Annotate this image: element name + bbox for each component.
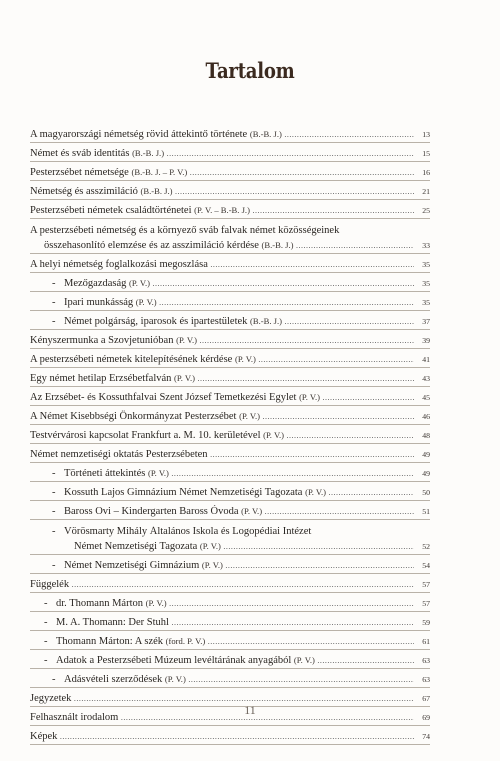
- toc-subentry: - Vörösmarty Mihály Általános Iskola és Logopédiai Intézet: [52, 526, 312, 537]
- toc-subentry: - Adásvételi szerződések (P. V.) ..... 63: [30, 669, 430, 688]
- toc-entry: A magyarországi németség rövid áttekintő története (B.-B. J.) ..... 13: [30, 124, 430, 143]
- toc-subentry-continuation: Német Nemzetiségi Tagozata (P. V.) ..... 52: [30, 539, 430, 555]
- toc-entry: Az Erzsébet- és Kossuthfalvai Szent József Temetkezési Egylet (P. V.) ..... 45: [30, 387, 430, 406]
- dash-bullet: -: [52, 674, 56, 685]
- dash-bullet: -: [52, 560, 56, 571]
- toc-entry: A Német Kisebbségi Önkormányzat Pesterzsébet (P. V.) ..... 46: [30, 406, 430, 425]
- toc-subentry: - dr. Thomann Márton (P. V.) ..... 57: [30, 593, 430, 612]
- dash-bullet: -: [44, 598, 48, 609]
- dash-bullet: -: [52, 526, 56, 537]
- dash-bullet: -: [52, 468, 56, 479]
- toc-entry: Németség és asszimiláció (B.-B. J.) ..... 21: [30, 181, 430, 200]
- page-title: Tartalom: [205, 58, 295, 83]
- dash-bullet: -: [52, 487, 56, 498]
- toc-entry: A pesterzsébeti németek kitelepítésének kérdése (P. V.) ..... 41: [30, 349, 430, 368]
- toc-subentry: - Mezőgazdaság (P. V.) ..... 35: [30, 273, 430, 292]
- toc-subentry: - Thomann Márton: A szék (ford. P. V.) ..... 61: [30, 631, 430, 650]
- toc-entry: Egy német hetilap Erzsébetfalván (P. V.) ..... 43: [30, 368, 430, 387]
- dash-bullet: -: [44, 655, 48, 666]
- dash-bullet: -: [44, 636, 48, 647]
- page-number: 11: [244, 703, 256, 717]
- dash-bullet: -: [52, 316, 56, 327]
- toc-entry: Képek ..... 74: [30, 726, 430, 745]
- toc-subentry: - Adatok a Pesterzsébeti Múzeum levéltárának anyagából (P. V.) ..... 63: [30, 650, 430, 669]
- toc-subentry: - Baross Ovi – Kindergarten Baross Óvoda (P. V.) ..... 51: [30, 501, 430, 520]
- dash-bullet: -: [52, 506, 56, 517]
- toc-entry: Pesterzsébet németsége (B.-B. J. – P. V.) ..... 16: [30, 162, 430, 181]
- toc-entry: Német és sváb identitás (B.-B. J.) ..... 15: [30, 143, 430, 162]
- toc-entry: Testvérvárosi kapcsolat Frankfurt a. M. 10. kerületével (P. V.) ..... 48: [30, 425, 430, 444]
- toc-entry: Pesterzsébeti németek családtörténetei (P. V. – B.-B. J.) ..... 25: [30, 200, 430, 219]
- toc-subentry: - Történeti áttekintés (P. V.) ..... 49: [30, 463, 430, 482]
- toc-entry: A helyi németség foglalkozási megoszlása ..... 35: [30, 254, 430, 273]
- dash-bullet: -: [44, 617, 48, 628]
- dash-bullet: -: [52, 297, 56, 308]
- toc-entry: Kényszermunka a Szovjetunióban (P. V.) ..... 39: [30, 330, 430, 349]
- toc-entry-continuation: összehasonlító elemzése és az asszimiláció kérdése (B.-B. J.) ..... 33: [30, 238, 430, 254]
- toc-entry: Felhasznált irodalom ..... 69: [30, 707, 430, 726]
- table-of-contents: [30, 124, 430, 745]
- toc-entry: Függelék ..... 57: [30, 574, 430, 593]
- toc-subentry: - Német polgárság, iparosok és ipartestületek (B.-B. J.) ..... 37: [30, 311, 430, 330]
- toc-entry: Német nemzetiségi oktatás Pesterzsébeten ..... 49: [30, 444, 430, 463]
- toc-entry: Jegyzetek ..... 67: [30, 688, 430, 707]
- toc-entry: A pesterzsébeti németség és a környező sváb falvak német közösségeinek: [30, 225, 340, 236]
- toc-subentry: - Kossuth Lajos Gimnázium Német Nemzetiségi Tagozata (P. V.) ..... 50: [30, 482, 430, 501]
- toc-subentry: - M. A. Thomann: Der Stuhl ..... 59: [30, 612, 430, 631]
- toc-subentry: - Német Nemzetiségi Gimnázium (P. V.) ..... 54: [30, 555, 430, 574]
- toc-subentry: - Ipari munkásság (P. V.) ..... 35: [30, 292, 430, 311]
- dash-bullet: -: [52, 278, 56, 289]
